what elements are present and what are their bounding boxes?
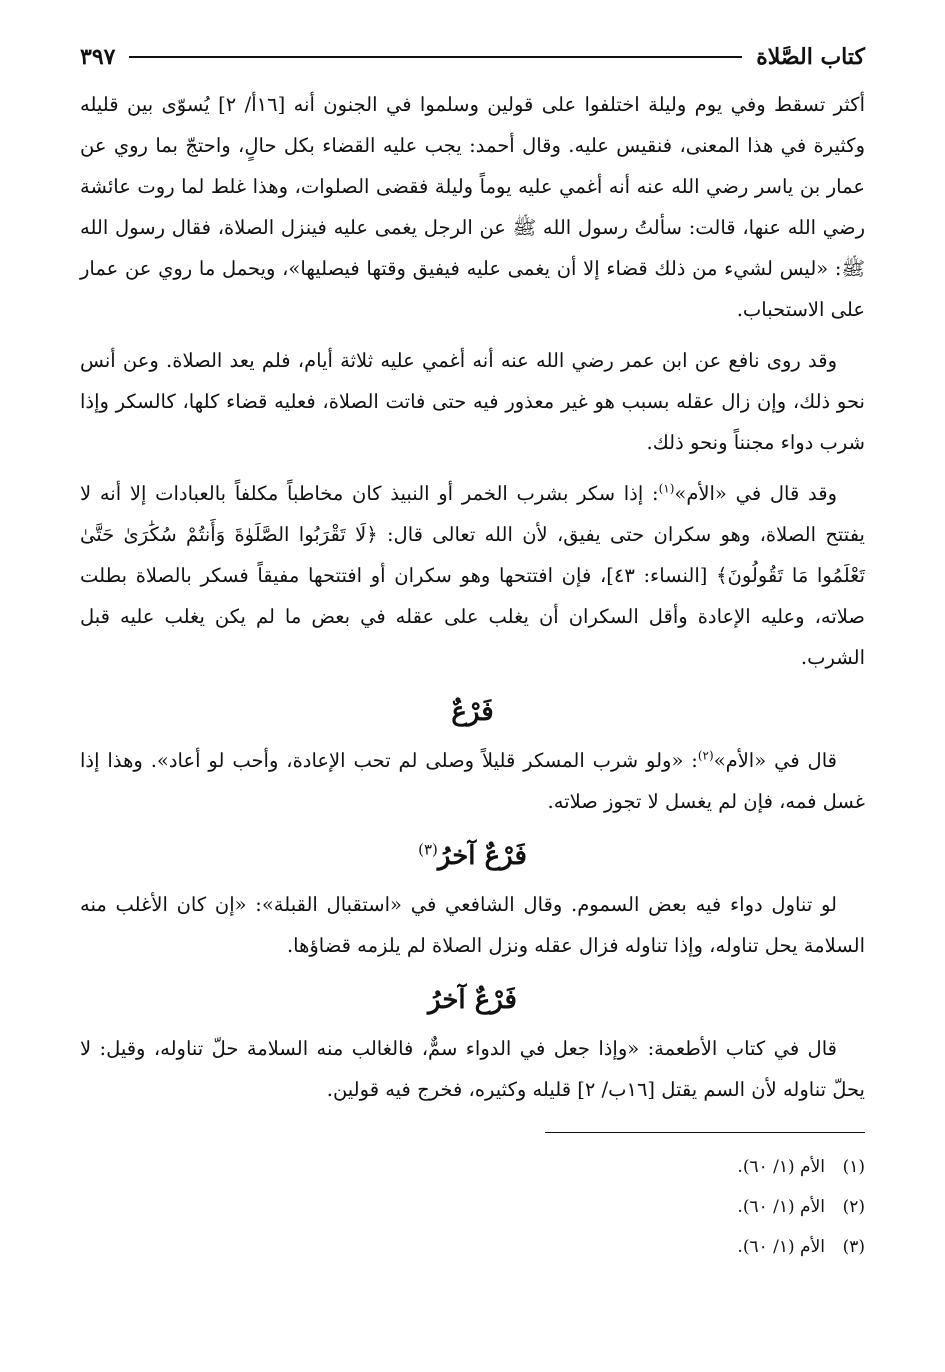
footnote-1-text: الأم (١/ ٦٠). [737, 1157, 825, 1177]
paragraph-3-body: : إذا سكر بشرب الخمر أو النبيذ كان مخاطباً مكلفاً بالعبادات إلا أنه لا يفتتح الصلاة، وهو سكران حتى يفيق، لأن الله تعالى قال: ﴿لَا تَقْرَبُوا الصَّلَوٰةَ وَأَنتُمْ سُكَٰرَىٰ حَتَّىٰ تَعْلَمُوا مَا تَقُولُونَ﴾ [النساء: ٤٣]، فإن افتتحها وهو سكران أو افتتحها مفيقاً فسكر بالصلاة بطلت صلاته، وعليه الإعادة وأقل السكران أن يغلب على عقله في بعض ما لم يكن يغلب عليه قبل الشرب. [80, 482, 865, 669]
section-1-body: : «ولو شرب المسكر قليلاً وصلى لم تحب الإعادة، وأحب لو أعاد». وهذا إذا غسل فمه، فإن لم يغسل لا تجوز صلاته. [80, 749, 865, 813]
footnote-1-number: (١) [842, 1157, 865, 1177]
section-1-paragraph [80, 740, 865, 822]
footnote-2 [80, 1187, 865, 1227]
section-heading-2-text: فَرْعٌ آخرُ [437, 841, 527, 871]
section-2-paragraph: لو تناول دواء فيه بعض السموم. وقال الشافعي في «استقبال القبلة»: «إن كان الأغلب منه السلامة يحل تناوله، وإذا تناوله فزال عقله ونزل الصلاة لم يلزمه قضاؤها. [80, 893, 865, 957]
section-3-paragraph: قال في كتاب الأطعمة: «وإذا جعل في الدواء سمٌّ، فالغالب منه السلامة حلّ تناوله، وقيل: لا يحلّ تناوله لأن السم يقتل [١٦ب/ ٢] قليله وكثيره، فخرج فيه قولين. [80, 1037, 865, 1101]
footnote-3 [80, 1227, 865, 1267]
section-heading-2 [80, 832, 865, 880]
footnote-ref-3[interactable]: (٣) [418, 840, 438, 859]
section-heading-3: فَرْعٌ آخرُ [428, 985, 517, 1015]
paragraph-3 [80, 473, 865, 678]
footnote-2-text: الأم (١/ ٦٠). [737, 1197, 825, 1217]
section-heading-1: فَرْعٌ [451, 697, 494, 727]
page [80, 40, 865, 1340]
paragraph-3-lead: وقد قال في «الأم» [674, 482, 837, 505]
footnotes [80, 1147, 865, 1267]
header-rule [129, 56, 742, 58]
footnote-1 [80, 1147, 865, 1187]
paragraph-2: وقد روى نافع عن ابن عمر رضي الله عنه أنه أغمي عليه ثلاثة أيام، فلم يعد الصلاة. وعن أنس نحو ذلك، وإن زال عقله بسبب هو غير معذور فيه حتى فاتت الصلاة، فعليه قضاء كلها، كالسكر وإذا شرب دواء مجنناً ونحو ذلك. [80, 349, 865, 454]
footnote-ref-2[interactable]: (٢) [697, 748, 714, 763]
page-number: ٣٩٧ [80, 44, 116, 70]
footnote-ref-1[interactable]: (١) [658, 481, 675, 496]
section-1-lead: قال في «الأم» [713, 749, 837, 772]
footnote-3-text: الأم (١/ ٦٠). [737, 1237, 825, 1257]
footnote-2-number: (٢) [842, 1197, 865, 1217]
footnote-3-number: (٣) [842, 1237, 865, 1257]
running-header [80, 40, 865, 74]
paragraph-1: أكثر تسقط وفي يوم وليلة اختلفوا على قولين وسلموا في الجنون أنه [١٦أ/ ٢] يُسوّى بين قليله وكثيرة في هذا المعنى، فنقيس عليه. وقال أحمد: يجب عليه القضاء بكل حالٍ، واحتجّ بما روي عن عمار بن ياسر رضي الله عنه أنه أغمي عليه يوماً وليلة فقضى الصلوات، وهذا غلط لما روت عائشة رضي الله عنها، قالت: سألتُ رسول الله ﷺ عن الرجل يغمى عليه فينزل الصلاة، فقال رسول الله ﷺ: «ليس لشيء من ذلك قضاء إلا أن يغمى عليه فيفيق وقتها فيصليها»، ويحمل ما روي عن عمار على الاستحباب. [80, 93, 866, 321]
book-title: كتاب الصَّلاة [756, 44, 865, 70]
footnote-separator [545, 1132, 865, 1133]
